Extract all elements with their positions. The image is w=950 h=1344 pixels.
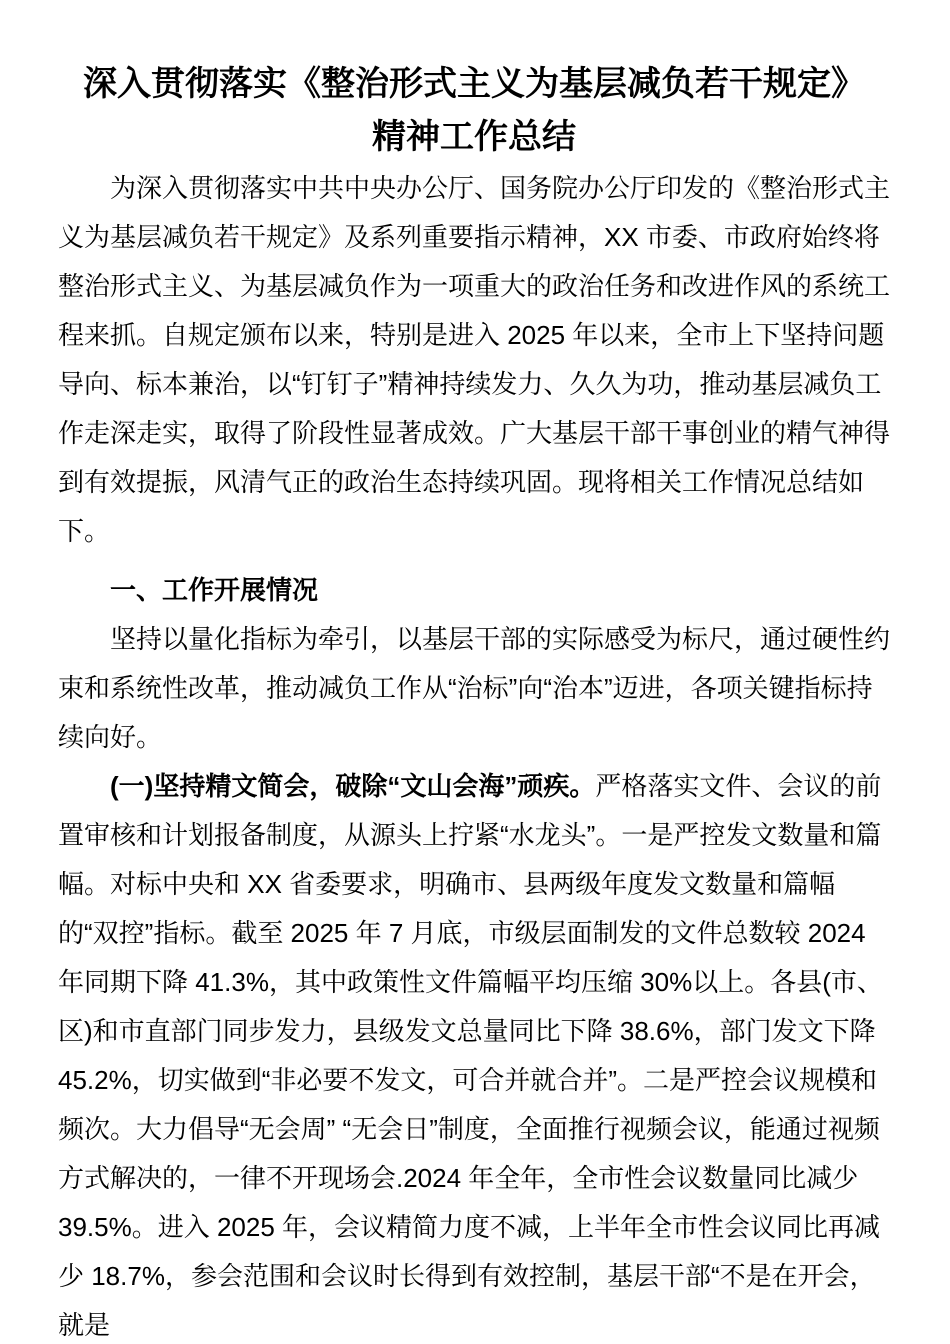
subsection-1-body-text: 严格落实文件、会议的前置审核和计划报备制度，从源头上拧紧“水龙头”。一是严控发文数量和篇幅。对标中央和 XX 省委要求，明确市、县两级年度发文数量和篇幅的“双控”指标。截至 2025 年 7 月底，市级层面制发的文件总数较 2024 年同期下降 41.3%，其中政策性文件篇幅平均压缩 30%以上。各县(市、区)和市直部门同步发力，县级发文总量同比下降 38.6%，部门发文下降 45.2%，切实做到“非必要不发文，可合并就合并”。二是严控会议规模和频次。大力倡导“无会周” “无会日”制度，全面推行视频会议，能通过视频方式解决的，一律不开现场会.2024 年全年，全市性会议数量同比减少 39.5%。进入 2025 年，会议精简力度不减，上半年全市性会议同比再减少 18.7%，参会范围和会议时长得到有效控制，基层干部“不是在开会，就是: [58, 771, 883, 1340]
paragraph-section1-overview: 坚持以量化指标为牵引，以基层干部的实际感受为标尺，通过硬性约束和系统性改革，推动减负工作从“治标”向“治本”迈进，各项关键指标持续向好。: [58, 624, 891, 752]
document-title: [58, 58, 890, 164]
paragraph-introduction: 为深入贯彻落实中共中央办公厅、国务院办公厅印发的《整治形式主义为基层减负若干规定》及系列重要指示精神，XX 市委、市政府始终将整治形式主义、为基层减负作为一项重大的政治任务和改进作风的系统工程来抓。自规定颁布以来，特别是进入 2025 年以来，全市上下坚持问题导向、标本兼治，以“钉钉子”精神持续发力、久久为功，推动基层减负工作走深走实，取得了阶段性显著成效。广大基层干部干事创业的精气神得到有效提振，风清气正的政治生态持续巩固。现将相关工作情况总结如下。: [58, 173, 891, 546]
subsection-1-heading: (一)坚持精文简会，破除“文山会海”顽疾。: [110, 771, 596, 801]
section-heading-1: 一、工作开展情况: [110, 575, 319, 605]
document-content: [58, 58, 890, 1344]
document-title-line-2: 精神工作总结: [372, 118, 576, 156]
document-title-line-1: 深入贯彻落实《整治形式主义为基层减负若干规定》: [83, 65, 865, 103]
paragraph-subsection-1: [58, 762, 890, 1344]
